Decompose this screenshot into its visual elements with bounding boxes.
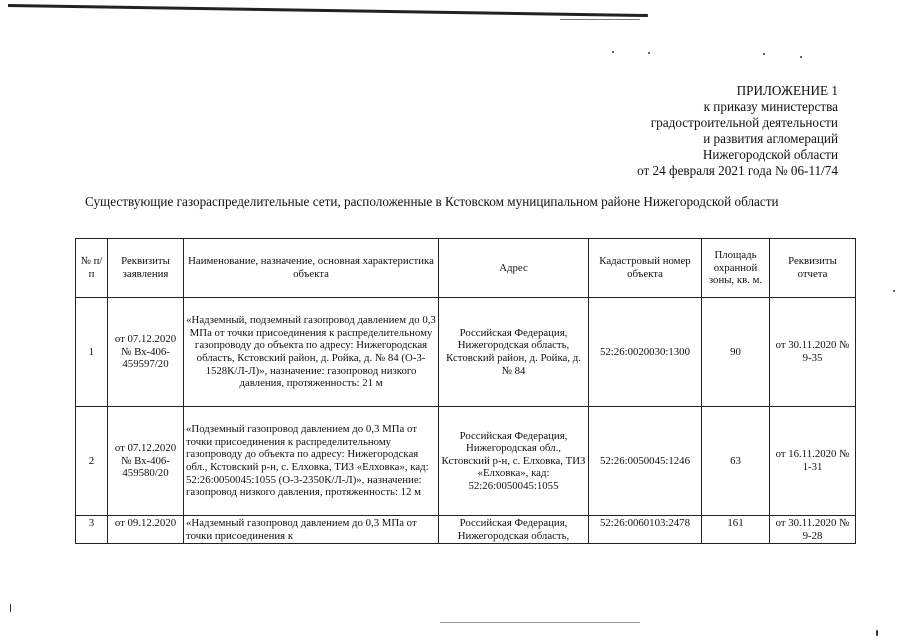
cell-address: Российская Федерация, Нижегородская область, Кстовский район, д. Ройка, д. № 84 [439,298,589,407]
appendix-label: ПРИЛОЖЕНИЕ 1 [736,83,838,98]
cell-request: от 07.12.2020 № Вх-406-459580/20 [108,407,184,516]
cell-area: 90 [702,298,770,407]
cell-cadastral: 52:26:0050045:1246 [589,407,702,516]
cell-report: от 30.11.2020 № 9-35 [770,298,856,407]
appendix-line: Нижегородской области [702,147,838,162]
header-cadastral: Кадастровый номер объекта [589,239,702,298]
appendix-line: к приказу министерства [703,99,838,114]
scan-speck [893,290,895,292]
cell-name: «Надземный газопровод давлением до 0,3 МПа от точки присоединения к [184,516,439,544]
cell-area: 161 [702,516,770,544]
cell-request: от 07.12.2020 № Вх-406-459597/20 [108,298,184,407]
cell-cadastral: 52:26:0060103:2478 [589,516,702,544]
cell-area: 63 [702,407,770,516]
appendix-date: от 24 февраля 2021 года № 06-11/74 [637,163,838,178]
scan-speck [10,604,11,612]
scan-speck [648,52,650,54]
cell-name: «Надземный, подземный газопровод давлением до 0,3 МПа от точки присоединения к распределительному газопроводу до объекта по адресу: Нижегородская область, Кстовский район, д. Ройка, д. № 84 (О-3-1528К/Л-Л)», назначение: газопровод низкого давления, протяженность: 21 м [184,298,439,407]
document-title: Существующие газораспределительные сети, расположенные в Кстовском муниципальном районе Нижегородской области [85,194,779,209]
cell-request: от 09.12.2020 [108,516,184,544]
cell-num: 3 [76,516,108,544]
table-row [76,516,856,544]
cell-cadastral: 52:26:0020030:1300 [589,298,702,407]
appendix-line: градостроительной деятельности [650,115,838,130]
table-header-row [76,239,856,298]
scan-speck [800,56,802,58]
scan-artifact [440,622,640,623]
appendix-header [637,83,838,179]
cell-address: Российская Федерация, Нижегородская область, [439,516,589,544]
appendix-line: и развития агломераций [703,131,838,146]
cell-name: «Подземный газопровод давлением до 0,3 МПа от точки присоединения к распределительному газопроводу до объекта по адресу: Нижегородская обл., Кстовский р-н, с. Елховка, ТИЗ «Елховка», кад: 52:26:0050045:1055 (О-3-2350К/Л-Л)», назначение: газопровод низкого давления, протяженность: 12 м [184,407,439,516]
scan-artifact [560,19,640,20]
scan-border-line [8,4,648,17]
cell-num: 1 [76,298,108,407]
header-report: Реквизиты отчета [770,239,856,298]
header-area: Площадь охранной зоны, кв. м. [702,239,770,298]
header-name: Наименование, назначение, основная характеристика объекта [184,239,439,298]
cell-num: 2 [76,407,108,516]
cell-address: Российская Федерация, Нижегородская обл., Кстовский р-н, с. Елховка, ТИЗ «Елховка», кад: 52:26:0050045:1055 [439,407,589,516]
scan-speck [612,51,614,53]
scan-speck [763,53,765,55]
table-row [76,298,856,407]
page-cutoff [0,549,905,640]
scan-speck [876,630,878,636]
cell-report: от 30.11.2020 № 9-28 [770,516,856,544]
header-num: № п/п [76,239,108,298]
header-address: Адрес [439,239,589,298]
header-request: Реквизиты заявления [108,239,184,298]
cell-report: от 16.11.2020 № 1-31 [770,407,856,516]
table-row [76,407,856,516]
gas-network-table [75,238,856,544]
